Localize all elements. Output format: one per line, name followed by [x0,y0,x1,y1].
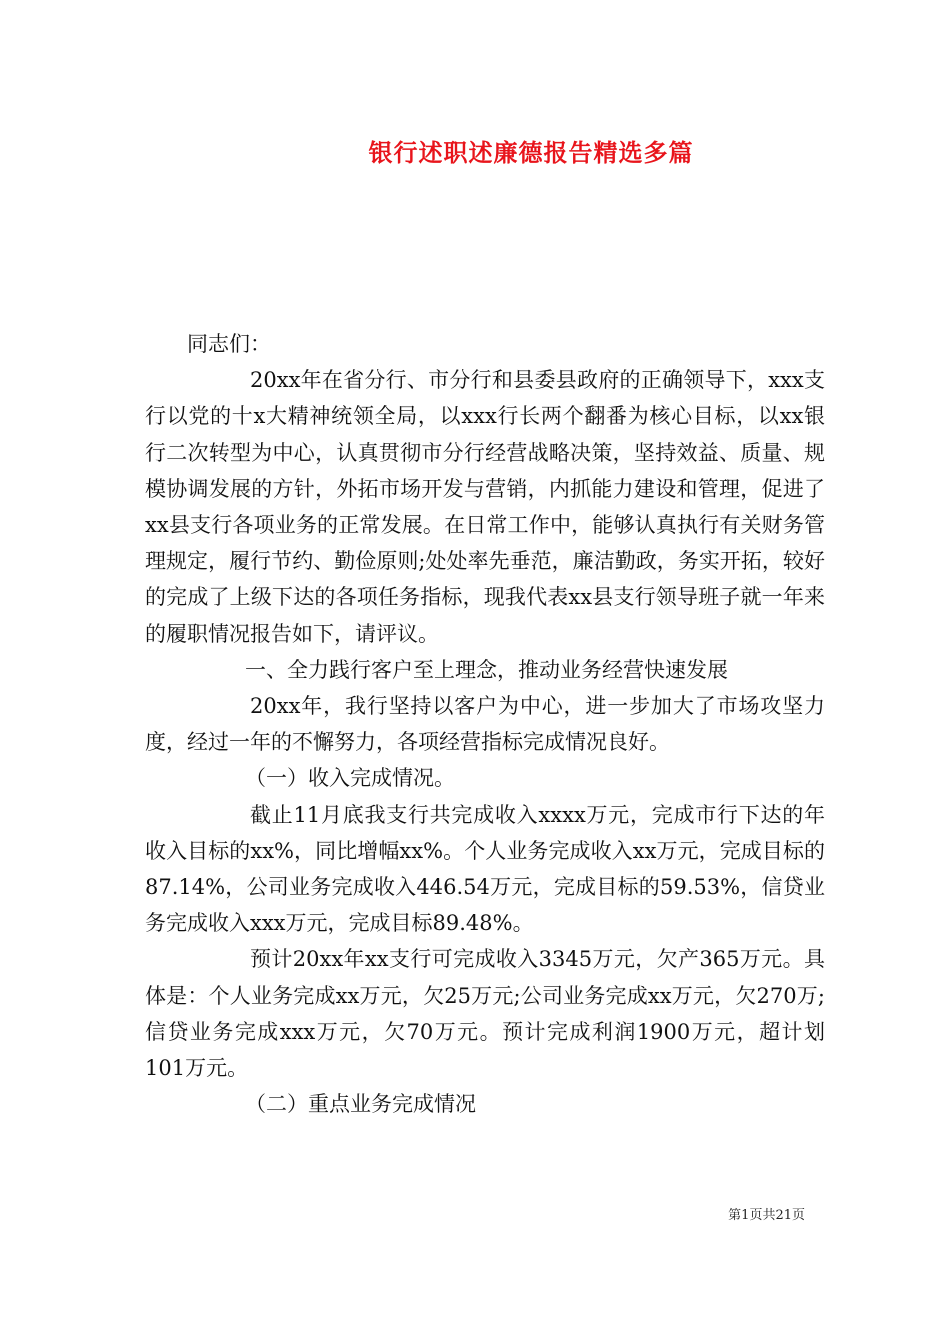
page-number: 第1页共21页 [728,1208,805,1223]
paragraph-income: 截止11月底我支行共完成收入xxxx万元，完成市行下达的年收入目标的xx%，同比增幅xx%。个人业务完成收入xx万元，完成目标的87.14%，公司业务完成收入446.54万元，完成目标的59.53%，信贷业务完成收入xxx万元，完成目标89.48%。 [145,802,825,936]
document-title: 银行述职述廉德报告精选多篇 [368,138,694,167]
paragraph-forecast: 预计20xx年xx支行可完成收入3345万元，欠产365万元。具体是：个人业务完成xx万元，欠25万元;公司业务完成xx万元，欠270万;信贷业务完成xxx万元，欠70万元。预计完成利润1900万元，超计划101万元。 [145,947,825,1081]
section-heading-1: 一、全力践行客户至上理念，推动业务经营快速发展 [245,657,728,682]
salutation: 同志们： [187,332,271,356]
subsection-heading-2: （二）重点业务完成情况 [245,1092,476,1117]
subsection-heading-1: （一）收入完成情况。 [245,766,455,791]
paragraph-intro: 20xx年在省分行、市分行和县委县政府的正确领导下，xxx支行以党的十x大精神统领全局，以xxx行长两个翻番为核心目标，以xx银行二次转型为中心，认真贯彻市分行经营战略决策，坚持效益、质量、规模协调发展的方针，外拓市场开发与营销，内抓能力建设和管理，促进了xx县支行各项业务的正常发展。在日常工作中，能够认真执行有关财务管理规定，履行节约、勤俭原则;处处率先垂范，廉洁勤政，务实开拓，较好的完成了上级下达的各项任务指标，现我代表xx县支行领导班子就一年来的履职情况报告如下，请评议。 [145,368,825,646]
paragraph-section-1: 20xx年，我行坚持以客户为中心，进一步加大了市场攻坚力度，经过一年的不懈努力，各项经营指标完成情况良好。 [145,694,825,755]
document-body [145,326,825,1122]
